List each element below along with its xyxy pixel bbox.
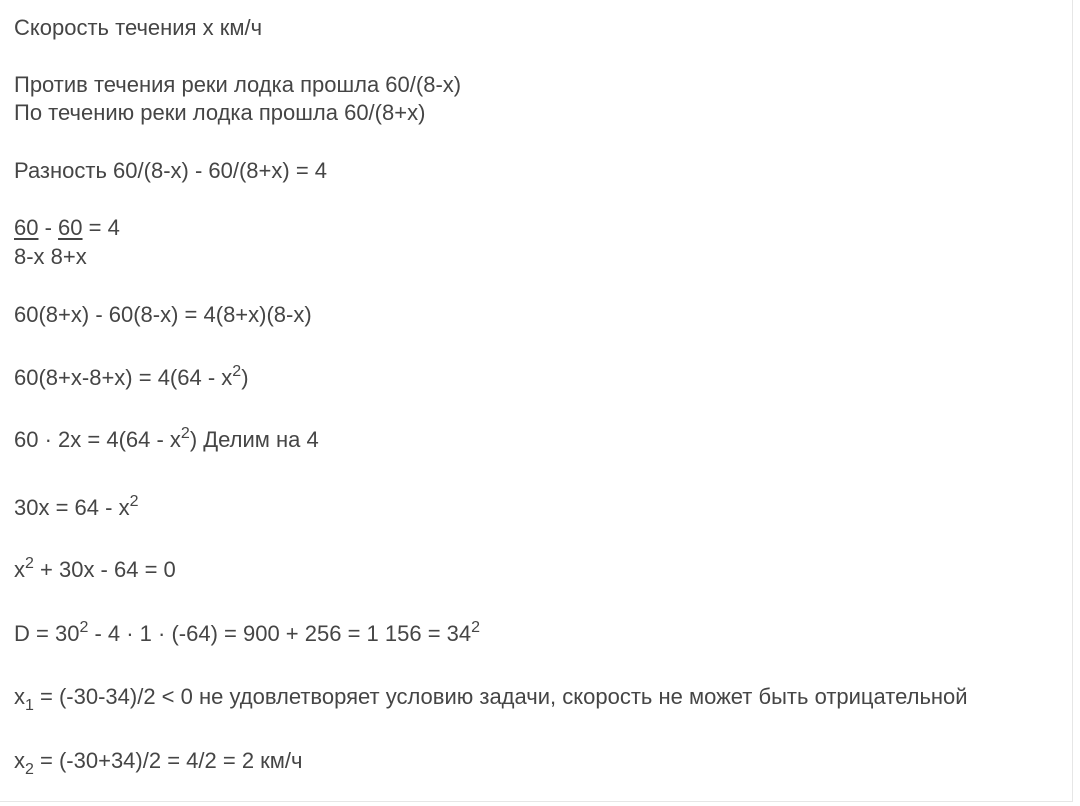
step2-line bbox=[14, 364, 249, 392]
step2-text-a: 60(8+х-8+х) = 4(64 - х bbox=[14, 365, 233, 390]
step4-line bbox=[14, 494, 138, 522]
discriminant-text-a: D = 30 bbox=[14, 621, 80, 646]
step2-exponent: 2 bbox=[232, 363, 242, 380]
step3-exponent: 2 bbox=[180, 425, 190, 442]
step5-text-a: х bbox=[14, 557, 25, 582]
step3-text-b: ) Делим на 4 bbox=[189, 427, 319, 452]
against-current-line: Против течения реки лодка прошла 60/(8-х) bbox=[14, 72, 462, 97]
root2-variable: х bbox=[14, 748, 25, 773]
difference-line: Разность 60/(8-х) - 60/(8+х) = 4 bbox=[14, 158, 328, 183]
discriminant-exponent-2: 2 bbox=[471, 619, 481, 636]
fraction-numerator-2: 60 bbox=[58, 215, 83, 240]
fraction-minus: - bbox=[38, 215, 59, 240]
fraction-numerator-1: 60 bbox=[14, 215, 39, 240]
step4-text-a: 30х = 64 - х bbox=[14, 495, 130, 520]
step3-text-a: 60 · 2х = 4(64 - х bbox=[14, 427, 181, 452]
root1-text: = (-30-34)/2 < 0 не удовлетворяет условию задачи, скорость не может быть отрицательной bbox=[33, 684, 968, 709]
step5-line bbox=[14, 556, 176, 584]
fraction-denominators: 8-х 8+х bbox=[14, 244, 87, 269]
discriminant-line bbox=[14, 620, 480, 648]
root1-subscript: 1 bbox=[25, 697, 34, 714]
along-current-line: По течению реки лодка прошла 60/(8+х) bbox=[14, 100, 426, 125]
step1-line: 60(8+х) - 60(8-х) = 4(8+х)(8-х) bbox=[14, 302, 312, 327]
step3-line bbox=[14, 426, 319, 454]
root2-line bbox=[14, 747, 303, 778]
step2-text-b: ) bbox=[241, 365, 249, 390]
root2-text: = (-30+34)/2 = 4/2 = 2 км/ч bbox=[33, 748, 303, 773]
discriminant-exponent-1: 2 bbox=[79, 619, 89, 636]
step4-exponent: 2 bbox=[129, 493, 139, 510]
step5-exponent: 2 bbox=[25, 555, 34, 572]
root1-variable: х bbox=[14, 684, 25, 709]
fraction-rhs: = 4 bbox=[82, 215, 120, 240]
root2-subscript: 2 bbox=[25, 761, 34, 778]
step5-text-b: + 30х - 64 = 0 bbox=[33, 557, 176, 582]
speed-line: Скорость течения х км/ч bbox=[14, 15, 263, 40]
discriminant-text-b: - 4 · 1 · (-64) = 900 + 256 = 1 156 = 34 bbox=[88, 621, 472, 646]
fraction-line bbox=[14, 214, 120, 242]
root1-line bbox=[14, 683, 968, 714]
